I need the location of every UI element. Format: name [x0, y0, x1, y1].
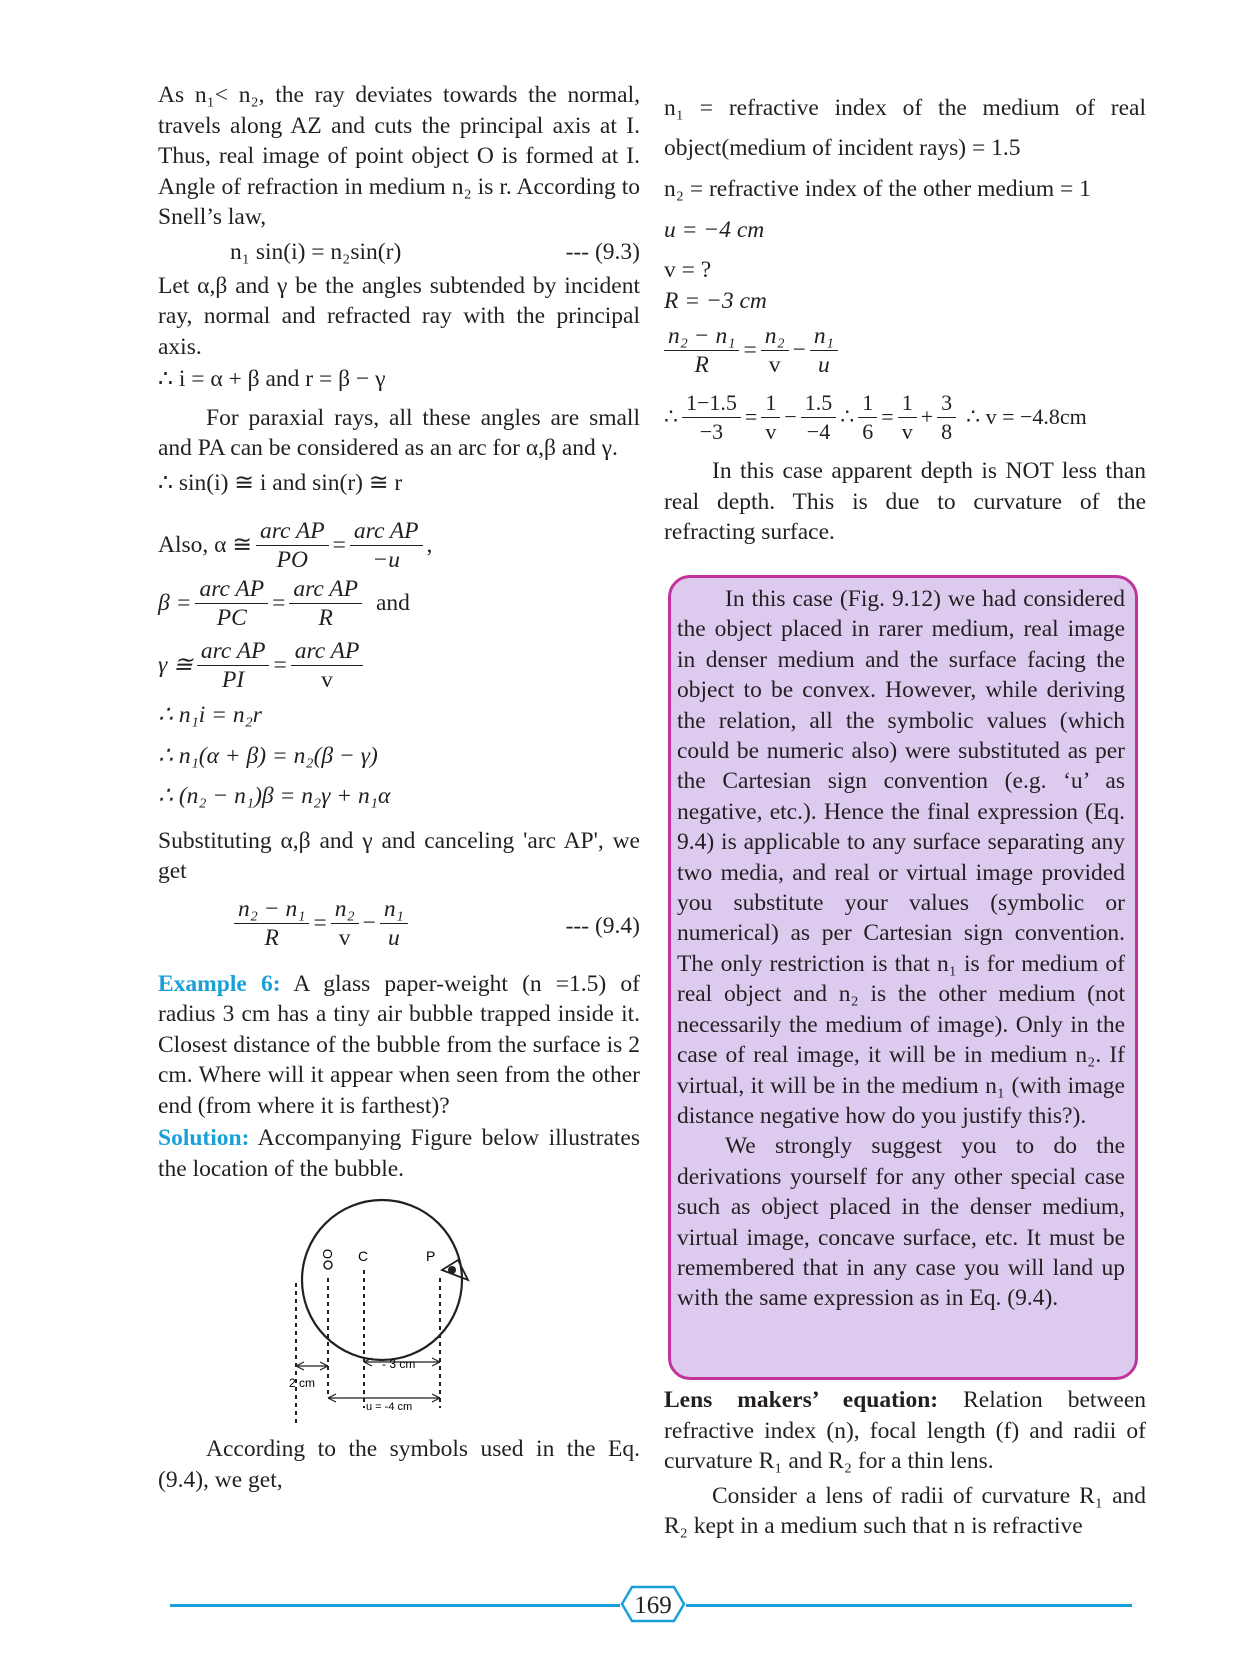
label-C: C: [358, 1248, 369, 1264]
paragraph-substituting: Substituting α,β and γ and canceling 'arc AP', we get: [158, 827, 640, 884]
equation-alpha: Also, α ≅ $\frac{\text{arc AP}}{PO}$ = $\frac{\text{arc AP}}{-u}$ ,: [158, 517, 433, 573]
footer-rule-left: [170, 1604, 620, 1607]
relation-snell-small: ∴ n₁i = n₂r: [158, 702, 262, 728]
paragraph-paraxial: For paraxial rays, all these angles are small and PA can be considered as an arc for α,β and γ.: [158, 404, 640, 461]
label-u: u = -4 cm: [366, 1401, 413, 1413]
label-3cm: - 3 cm: [382, 1357, 416, 1371]
label-2cm: 2 cm: [289, 1376, 316, 1390]
equation-gamma: γ ≅ $\frac{\text{arc AP}}{PI}$ = $\frac{\text{arc AP}}{v}$: [158, 636, 640, 694]
given-n2: n₂ = refractive index of the other medium = 1: [664, 176, 1091, 202]
lens-makers-section: [664, 1385, 1146, 1542]
equation-beta: β = $\frac{\text{arc AP}}{PC}$ = $\frac{\text{arc AP}}{R}$ and: [158, 575, 410, 631]
bubble-figure: [280, 1198, 510, 1428]
left-column: [158, 80, 640, 1184]
equation-9-4: $\frac{\text{n₂ − n₁}}{R}$ = $\frac{\text{n₂}}{v}$ − $\frac{\text{n₁}}{u}$ --- (9.4): [158, 893, 640, 957]
page-number-badge: [620, 1585, 686, 1623]
equation-9-3: n₁ sin(i) = n₂sin(r) --- (9.3): [230, 238, 640, 265]
paragraph-according: According to the symbols used in the Eq. (9.4), we get,: [158, 1436, 640, 1493]
note-paragraph-1: In this case (Fig. 9.12) we had considered the object placed in rarer medium, real image in denser medium and the surface facing the object to be convex. However, while deriving the relation, all the symbolic values (which could be numeric also) were substituted as per the Cartesian sign convention (e.g. ‘u’ as negative, etc.). Hence the final expression (Eq. 9.4) is applicable to any surface separating any two media, and real or virtual image provided you substitute your values (symbolic or numerical) as per Cartesian sign convention. The only restriction is that n₁ is for medium of real object and n₂ is the other medium (not necessarily the medium of image). Only in the case of real image, it will be in medium n₂. If virtual, it will be in the medium n₁ (with image distance negative how do you justify this?).: [677, 586, 1125, 1129]
right-column: [664, 88, 1146, 548]
note-paragraph-2: We strongly suggest you to do the derivations yourself for any other special case such as object placed in the denser medium, virtual image, concave surface, etc. It must be remembered that in any case you will land up with the same expression as in Eq. (9.4).: [677, 1133, 1125, 1312]
paragraph-refraction: As n₁< n₂, the ray deviates towards the normal, travels along AZ and cuts the principal axis at I. Thus, real image of point object O is formed at I. Angle of refraction in medium n₂ is r. According to Snell’s law,: [158, 82, 640, 230]
label-P: P: [426, 1248, 436, 1264]
relation-expanded: ∴ n₁(α + β) = n₂(β − γ): [158, 742, 378, 769]
solution: Solution: Accompanying Figure below illustrates the location of the bubble.: [158, 1125, 640, 1182]
given-v: v = ?: [664, 257, 712, 283]
eye-icon: [442, 1260, 468, 1280]
relation-rearranged: ∴ (n₂ − n₁)β = n₂γ + n₁α: [158, 783, 391, 809]
lens-makers-heading: Lens makers’ equation:: [664, 1387, 939, 1413]
example-heading: Example 6:: [158, 970, 281, 997]
equation-numeric: ∴ $\frac{1-1.5}{-3}$ = $\frac{1}{v}$ − $\frac{1.5}{-4}$ ∴ $\frac{1}{6}$ = $\frac{1}{v}$ + $\frac{3}{8}$ ∴ v = −4.8cm: [664, 390, 1087, 444]
paragraph-consider-lens: Consider a lens of radii of curvature R₁ and R₂ kept in a medium such that n is refractive: [664, 1482, 1146, 1539]
given-R: R = −3 cm: [664, 287, 767, 314]
relation-angles: ∴ i = α + β and r = β − γ: [158, 366, 386, 392]
example-6: Example 6: A glass paper-weight (n =1.5) of radius 3 cm has a tiny air bubble trapped inside it. Closest distance of the bubble from the surface is 2 cm. Where will it appear when seen from the other end (from where it is farthest)?: [158, 970, 641, 1119]
note-box: [668, 575, 1138, 1380]
equation-general: $\frac{\text{n₂ − n₁}}{R}$ = $\frac{\text{n₂}}{v}$ − $\frac{\text{n₁}}{u}$: [664, 322, 1146, 379]
paragraph-apparent-depth: In this case apparent depth is NOT less than real depth. This is due to curvature of the refracting surface.: [664, 458, 1146, 545]
given-u: u = −4 cm: [664, 216, 765, 243]
solution-heading: Solution:: [158, 1125, 250, 1151]
given-n1: n₁ = refractive index of the medium of real object(medium of incident rays) = 1.5: [664, 95, 1146, 161]
page-number: 169: [634, 1592, 672, 1619]
lens-makers-paragraph: Lens makers’ equation: Relation between refractive index (n), focal length (f) and radii of curvature R₁ and R₂ for a thin lens.: [664, 1387, 1147, 1474]
footer-rule-right: [686, 1604, 1132, 1607]
result-v: ∴ v = −4.8cm: [966, 404, 1087, 430]
relation-sin: ∴ sin(i) ≅ i and sin(r) ≅ r: [158, 469, 403, 496]
label-O: O: [320, 1248, 335, 1259]
paragraph-angles: Let α,β and γ be the angles subtended by incident ray, normal and refracted ray with the principal axis.: [158, 272, 640, 360]
